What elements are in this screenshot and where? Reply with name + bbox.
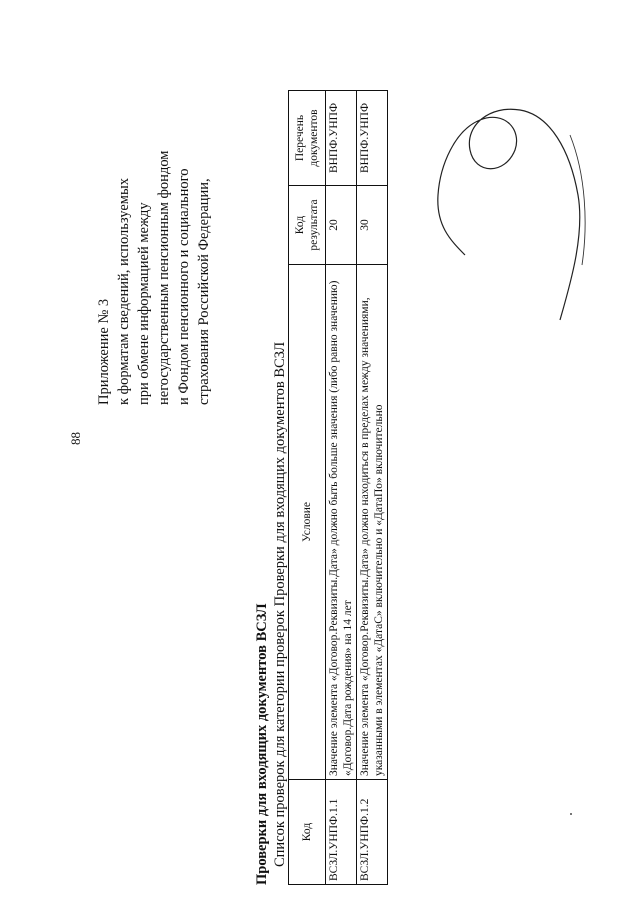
cell-result-code: 30 (357, 186, 388, 265)
checks-table (288, 90, 388, 885)
appendix-line: и Фондом пенсионного и социального (176, 168, 192, 405)
table-row (357, 91, 388, 885)
appendix-heading (94, 0, 214, 405)
header-code: Код (289, 780, 326, 885)
table-header-row (289, 91, 326, 885)
cell-condition: Значение элемента «Договор.Реквизиты.Дата» должно находиться в пределах между значениями, указанными в элементах «ДатаС» включительно и «ДатаПо» включительно (357, 265, 388, 780)
header-condition: Условие (289, 265, 326, 780)
cell-code: ВСЗЛ.УНПФ.1.1 (326, 780, 357, 885)
cell-doc-list: ВНПФ.УНПФ (326, 91, 357, 186)
cell-condition: Значение элемента «Договор.Реквизиты.Дата» должно быть больше значения (либо равно значению) «Договор.Дата рождения» на 14 лет (326, 265, 357, 780)
appendix-line: страхования Российской Федерации, (196, 178, 212, 405)
header-result-code: Код результата (289, 186, 326, 265)
cell-doc-list: ВНПФ.УНПФ (357, 91, 388, 186)
table-row (326, 91, 357, 885)
appendix-line: Приложение № 3 (96, 298, 112, 405)
appendix-line: негосударственным пенсионным фондом (156, 150, 172, 405)
table-caption: Список проверок для категории проверок Проверки для входящих документов ВСЗЛ (272, 341, 288, 867)
rotated-page-content (50, 25, 610, 885)
scan-speck (570, 813, 572, 815)
header-doc-list: Перечень документов (289, 91, 326, 186)
appendix-line: к форматам сведений, используемых (116, 178, 132, 405)
signature-scribble (410, 95, 600, 325)
cell-code: ВСЗЛ.УНПФ.1.2 (357, 780, 388, 885)
cell-result-code: 20 (326, 186, 357, 265)
section-title: Проверки для входящих документов ВСЗЛ (254, 603, 270, 885)
page-number: 88 (68, 432, 83, 445)
appendix-line: при обмене информацией между (136, 202, 152, 405)
